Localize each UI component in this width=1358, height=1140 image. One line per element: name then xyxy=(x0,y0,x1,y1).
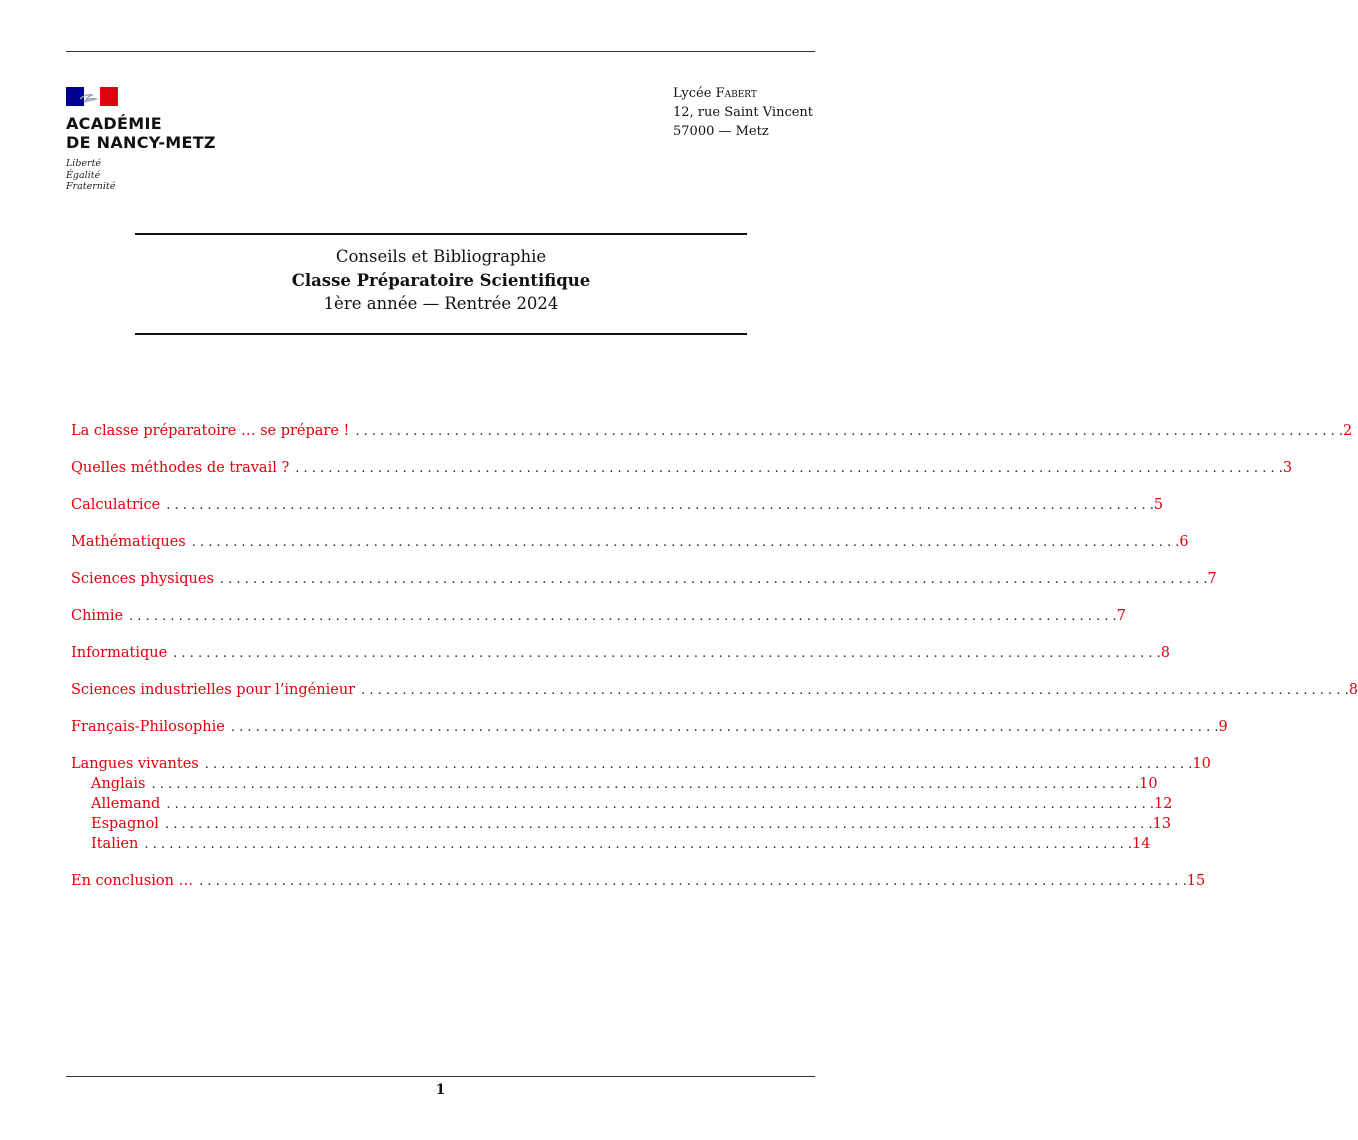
motto-fraternite: Fraternité xyxy=(66,181,116,192)
title-bottom-rule xyxy=(135,333,747,335)
toc-leader-dots: . . . . . . . . . . . . . . . . . . . . . . . . . . . . . . . . . . . . . . . . . . . . . . . . . . . . . . . . . . . . . . . . . . . . . . . . . . . . . . . . . . . . . . . . . . . . . . . . . . . . . . . . . . . . . . . . . . . . . . . . xyxy=(166,797,1154,812)
toc-leader-dots: . . . . . . . . . . . . . . . . . . . . . . . . . . . . . . . . . . . . . . . . . . . . . . . . . . . . . . . . . . . . . . . . . . . . . . . . . . . . . . . . . . . . . . . . . . . . . . . . . . . . . . . . . . . . . . . . . . . . . . . . xyxy=(166,498,1154,513)
motto-egalite: Égalité xyxy=(66,169,101,181)
title-line2: Classe Préparatoire Scientifique xyxy=(291,271,591,290)
toc-entry-label[interactable]: Langues vivantes xyxy=(71,756,199,772)
toc-entry-label[interactable]: Français-Philosophie xyxy=(71,719,225,735)
toc-spacer xyxy=(71,856,815,873)
toc-entry[interactable] xyxy=(71,645,1171,665)
school-street: 12, rue Saint Vincent xyxy=(673,105,814,120)
french-flag-icon xyxy=(66,87,118,106)
title-top-rule xyxy=(135,233,747,235)
toc-entry-label[interactable]: La classe préparatoire … se prépare ! xyxy=(71,423,350,439)
toc-page-number[interactable]: 10 xyxy=(1192,756,1211,772)
toc-entry-label[interactable]: En conclusion … xyxy=(71,873,194,889)
school-prefix: Lycée xyxy=(673,86,712,101)
toc-leader-dots: . . . . . . . . . . . . . . . . . . . . . . . . . . . . . . . . . . . . . . . . . . . . . . . . . . . . . . . . . . . . . . . . . . . . . . . . . . . . . . . . . . . . . . . . . . . . . . . . . . . . . . . . . . . . . . . . . . . . . . . . xyxy=(129,609,1117,624)
academy-name xyxy=(66,114,246,152)
toc-leader-dots: . . . . . . . . . . . . . . . . . . . . . . . . . . . . . . . . . . . . . . . . . . . . . . . . . . . . . . . . . . . . . . . . . . . . . . . . . . . . . . . . . . . . . . . . . . . . . . . . . . . . . . . . . . . . . . . . . . . . . . . . xyxy=(173,646,1161,661)
toc-page-number[interactable]: 7 xyxy=(1207,571,1217,587)
toc-leader-dots: . . . . . . . . . . . . . . . . . . . . . . . . . . . . . . . . . . . . . . . . . . . . . . . . . . . . . . . . . . . . . . . . . . . . . . . . . . . . . . . . . . . . . . . . . . . . . . . . . . . . . . . . . . . . . . . . . . . . . . . . xyxy=(199,874,1187,889)
toc-entry-label[interactable]: Espagnol xyxy=(91,816,159,832)
toc-entry[interactable] xyxy=(71,608,1126,628)
republic-motto xyxy=(66,158,246,193)
title-line3: 1ère année — Rentrée 2024 xyxy=(323,294,559,313)
toc-spacer xyxy=(71,443,815,460)
toc-spacer xyxy=(71,739,815,756)
toc-page-number[interactable]: 8 xyxy=(1160,645,1171,661)
toc-page-number[interactable]: 12 xyxy=(1153,796,1173,812)
toc-page-number[interactable]: 15 xyxy=(1186,873,1206,889)
toc-spacer xyxy=(71,702,815,719)
toc-leader-dots: . . . . . . . . . . . . . . . . . . . . . . . . . . . . . . . . . . . . . . . . . . . . . . . . . . . . . . . . . . . . . . . . . . . . . . . . . . . . . . . . . . . . . . . . . . . . . . . . . . . . . . . . . . . . . . . . . . . . . . . . xyxy=(361,683,1349,698)
toc-entry-label[interactable]: Sciences industrielles pour l’ingénieur xyxy=(71,682,356,698)
toc-leader-dots: . . . . . . . . . . . . . . . . . . . . . . . . . . . . . . . . . . . . . . . . . . . . . . . . . . . . . . . . . . . . . . . . . . . . . . . . . . . . . . . . . . . . . . . . . . . . . . . . . . . . . . . . . . . . . . . . . . . . . . . . xyxy=(295,461,1283,476)
toc-leader-dots: . . . . . . . . . . . . . . . . . . . . . . . . . . . . . . . . . . . . . . . . . . . . . . . . . . . . . . . . . . . . . . . . . . . . . . . . . . . . . . . . . . . . . . . . . . . . . . . . . . . . . . . . . . . . . . . . . . . . . . . . xyxy=(230,720,1219,735)
toc-page-number[interactable]: 2 xyxy=(1343,423,1353,439)
toc-leader-dots: . . . . . . . . . . . . . . . . . . . . . . . . . . . . . . . . . . . . . . . . . . . . . . . . . . . . . . . . . . . . . . . . . . . . . . . . . . . . . . . . . . . . . . . . . . . . . . . . . . . . . . . . . . . . . . . . . . . . . . . . xyxy=(151,777,1140,792)
academy-name-line2: DE NANCY-METZ xyxy=(66,133,216,152)
toc-entry[interactable] xyxy=(71,423,1353,443)
toc-spacer xyxy=(71,517,815,534)
toc-page-number[interactable]: 6 xyxy=(1179,534,1189,550)
toc-leader-dots: . . . . . . . . . . . . . . . . . . . . . . . . . . . . . . . . . . . . . . . . . . . . . . . . . . . . . . . . . . . . . . . . . . . . . . . . . . . . . . . . . . . . . . . . . . . . . . . . . . . . . . . . . . . . . . . . . . . . . . . . xyxy=(204,757,1193,772)
motto-liberte: Liberté xyxy=(66,158,102,169)
toc-entry-label[interactable]: Italien xyxy=(91,836,139,852)
toc-leader-dots: . . . . . . . . . . . . . . . . . . . . . . . . . . . . . . . . . . . . . . . . . . . . . . . . . . . . . . . . . . . . . . . . . . . . . . . . . . . . . . . . . . . . . . . . . . . . . . . . . . . . . . . . . . . . . . . . . . . . . . . . xyxy=(191,535,1180,550)
school-city: 57000 — Metz xyxy=(673,124,769,139)
toc-page-number[interactable]: 14 xyxy=(1132,836,1151,852)
toc-spacer xyxy=(71,628,815,645)
school-name: Fabert xyxy=(715,86,757,101)
toc-page-number[interactable]: 9 xyxy=(1218,719,1228,735)
page-number: 1 xyxy=(435,1082,446,1098)
toc-entry-label[interactable]: Chimie xyxy=(71,608,124,624)
toc-entry-label[interactable]: Allemand xyxy=(91,796,161,812)
toc-page-number[interactable]: 13 xyxy=(1152,816,1172,832)
toc-entry-label[interactable]: Calculatrice xyxy=(71,497,161,513)
toc-spacer xyxy=(71,554,815,571)
toc-entry[interactable] xyxy=(71,682,1358,702)
toc-entry[interactable] xyxy=(71,571,1217,591)
title-line1: Conseils et Bibliographie xyxy=(335,247,547,266)
toc-leader-dots: . . . . . . . . . . . . . . . . . . . . . . . . . . . . . . . . . . . . . . . . . . . . . . . . . . . . . . . . . . . . . . . . . . . . . . . . . . . . . . . . . . . . . . . . . . . . . . . . . . . . . . . . . . . . . . . . . . . . . . . . xyxy=(164,817,1153,832)
toc-entry-label[interactable]: Informatique xyxy=(71,645,168,661)
toc-spacer xyxy=(71,480,815,497)
bottom-rule xyxy=(66,1076,815,1077)
toc-subentry[interactable] xyxy=(71,816,1172,836)
toc-spacer xyxy=(71,591,815,608)
toc-page-number[interactable]: 5 xyxy=(1153,497,1164,513)
academy-logo xyxy=(66,87,246,193)
toc-leader-dots: . . . . . . . . . . . . . . . . . . . . . . . . . . . . . . . . . . . . . . . . . . . . . . . . . . . . . . . . . . . . . . . . . . . . . . . . . . . . . . . . . . . . . . . . . . . . . . . . . . . . . . . . . . . . . . . . . . . . . . . . xyxy=(355,424,1344,439)
toc-entry[interactable] xyxy=(71,497,1164,517)
toc-entry[interactable] xyxy=(71,719,1228,739)
academy-name-line1: ACADÉMIE xyxy=(66,114,162,133)
toc-subentry[interactable] xyxy=(71,776,1158,796)
toc-subentry[interactable] xyxy=(71,836,1151,856)
toc-subentry[interactable] xyxy=(71,796,1173,816)
toc-entry-label[interactable]: Mathématiques xyxy=(71,534,186,550)
toc-entry[interactable] xyxy=(71,534,1189,554)
toc-entry[interactable] xyxy=(71,873,1206,893)
toc-entry-label[interactable]: Quelles méthodes de travail ? xyxy=(71,460,290,476)
toc-leader-dots: . . . . . . . . . . . . . . . . . . . . . . . . . . . . . . . . . . . . . . . . . . . . . . . . . . . . . . . . . . . . . . . . . . . . . . . . . . . . . . . . . . . . . . . . . . . . . . . . . . . . . . . . . . . . . . . . . . . . . . . . xyxy=(144,837,1133,852)
toc-page-number[interactable]: 10 xyxy=(1139,776,1158,792)
school-address xyxy=(673,84,813,141)
toc-leader-dots: . . . . . . . . . . . . . . . . . . . . . . . . . . . . . . . . . . . . . . . . . . . . . . . . . . . . . . . . . . . . . . . . . . . . . . . . . . . . . . . . . . . . . . . . . . . . . . . . . . . . . . . . . . . . . . . . . . . . . . . . xyxy=(219,572,1208,587)
table-of-contents xyxy=(71,423,1358,893)
toc-page-number[interactable]: 8 xyxy=(1348,682,1358,698)
toc-entry-label[interactable]: Sciences physiques xyxy=(71,571,214,587)
top-rule xyxy=(66,51,815,52)
school-line xyxy=(673,84,813,103)
toc-spacer xyxy=(71,665,815,682)
toc-entry-label[interactable]: Anglais xyxy=(91,776,146,792)
toc-entry[interactable] xyxy=(71,460,1293,480)
document-title-block xyxy=(135,233,747,335)
toc-entry[interactable] xyxy=(71,756,1211,776)
toc-page-number[interactable]: 3 xyxy=(1282,460,1293,476)
toc-page-number[interactable]: 7 xyxy=(1116,608,1126,624)
